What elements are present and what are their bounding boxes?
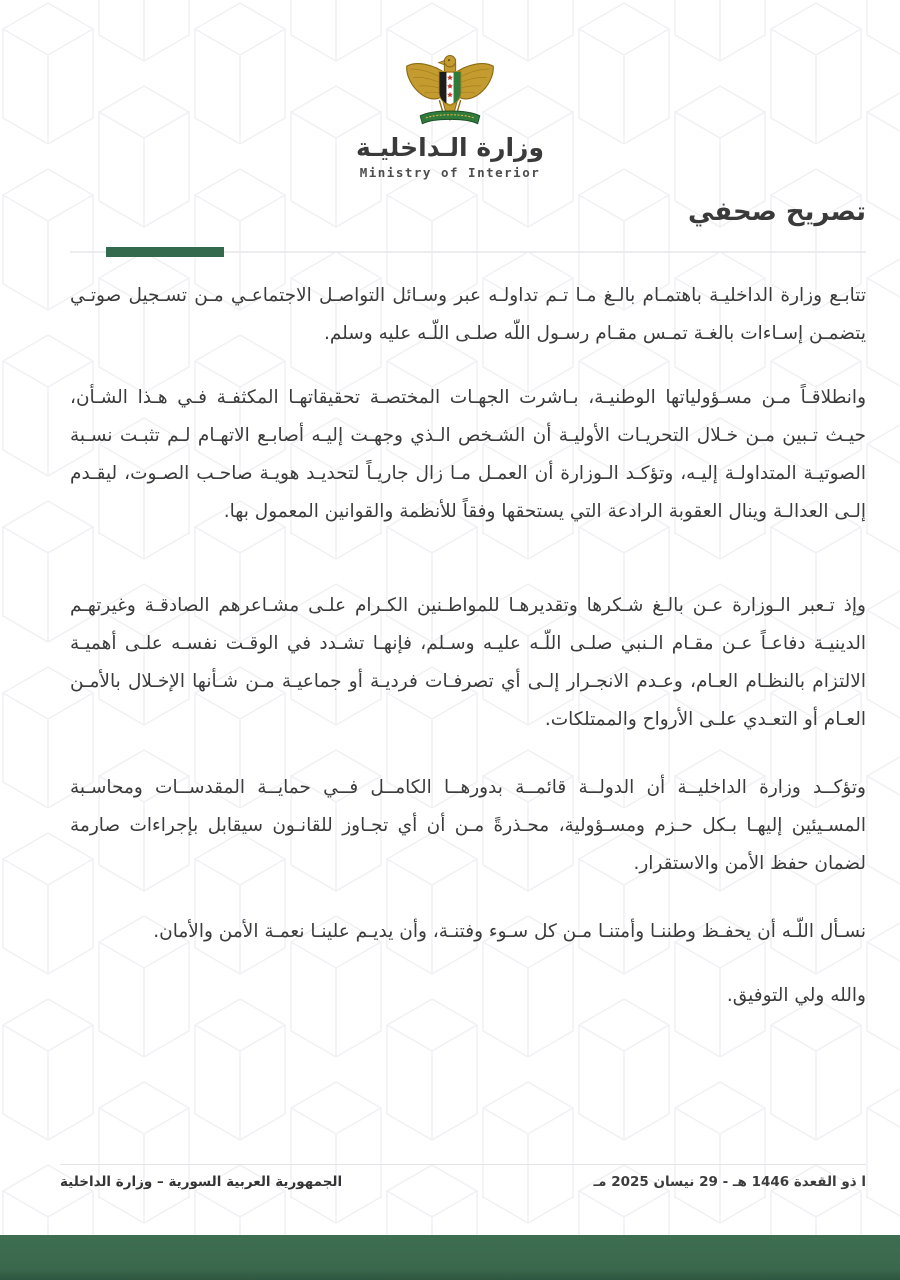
statement-body [70, 277, 866, 951]
footer-date: ا ذو القعدة 1446 هـ - 29 نيسان 2025 مـ [593, 1174, 866, 1190]
footer [60, 1164, 866, 1190]
paragraph-4: وتؤكــد وزارة الداخليــة أن الدولــة قائمــة بدورهــا الكامــل فــي حمايــة المقدســات ومحاسـبة المسـيئين إليهـا بـكل حـزم ومسـؤولية، محـذرةً مـن أن أي تجـاوز للقانـون سيقابل بإجراءات صارمة لضمان حفظ الأمن والاستقرار. [70, 777, 866, 874]
paragraph-3: وإذ تـعبر الـوزارة عـن بالـغ شـكرها وتقديرهـا للمواطـنين الكـرام علـى مشـاعرهم الصادقـة وغيرتهـم الدينيـة دفاعـاً عـن مقـام الـنبي صلـى اللّـه عليـه وسـلم، فإنهـا تشـدد في الوقـت نفسـه علـى أهميـة الالتزام بالنظـام العـام، وعـدم الانجـرار إلـى أي تصرفـات فرديـة أو جماعيـة مـن شـأنها الإخـلال بالأمـن العـام أو التعـدي علـى الأرواح والممتلكات. [70, 595, 866, 730]
ministry-eagle-emblem-icon [400, 52, 500, 130]
divider-green-accent [106, 247, 224, 257]
title-divider [70, 247, 866, 257]
paragraph-2: وانطلاقـاً مـن مسـؤولياتها الوطنيـة، بـاشرت الجهـات المختصـة تحقيقاتهـا المكثفـة فـي هـذا الشـأن، حيـث تـبين مـن خـلال التحريـات الأوليـة أن الشـخص الـذي وجهـت إليـه أصابـع الاتهـام لـم تثبـت نسـبة الصوتيـة المتداولـة إليـه، وتؤكـد الـوزارة أن العمـل مـا زال جاريـاً لتحديـد هويـة صاحـب الصـوت، ليقـدم إلـى العدالـة وينال العقوبة الرادعة التي يستحقها وفقاً للأنظمة والقوانين المعمول بها. [70, 387, 866, 522]
paragraph-1: تتابـع وزارة الداخليـة باهتمـام بالـغ مـا تـم تداولـه عبر وسـائل التواصـل الاجتماعـي مـن تسـجيل صوتـي يتضمـن إسـاءات بالغـة تمـس مقـام رسـول اللّه صلـى اللّـه عليه وسلم. [70, 285, 866, 344]
closing-line: والله ولي التوفيق. [726, 985, 866, 1006]
ministry-name-arabic: وزارة الـداخليـة [355, 133, 544, 162]
eagle-shield [439, 72, 460, 105]
ministry-name-english: Ministry of Interior [359, 165, 541, 180]
statement-document [0, 197, 900, 1015]
bottom-green-bar [0, 1235, 900, 1280]
paragraph-5: نسـأل اللّـه أن يحفـظ وطننـا وأمتنـا مـن كل سـوء وفتنـة، وأن يديـم علينـا نعمـة الأمن والأمان. [153, 921, 866, 942]
statement-title: تصريح صحفي [688, 197, 866, 227]
header [0, 0, 900, 180]
footer-organization: الجمهورية العربية السورية – وزارة الداخلية [60, 1174, 343, 1190]
emblem-scroll [420, 111, 480, 124]
